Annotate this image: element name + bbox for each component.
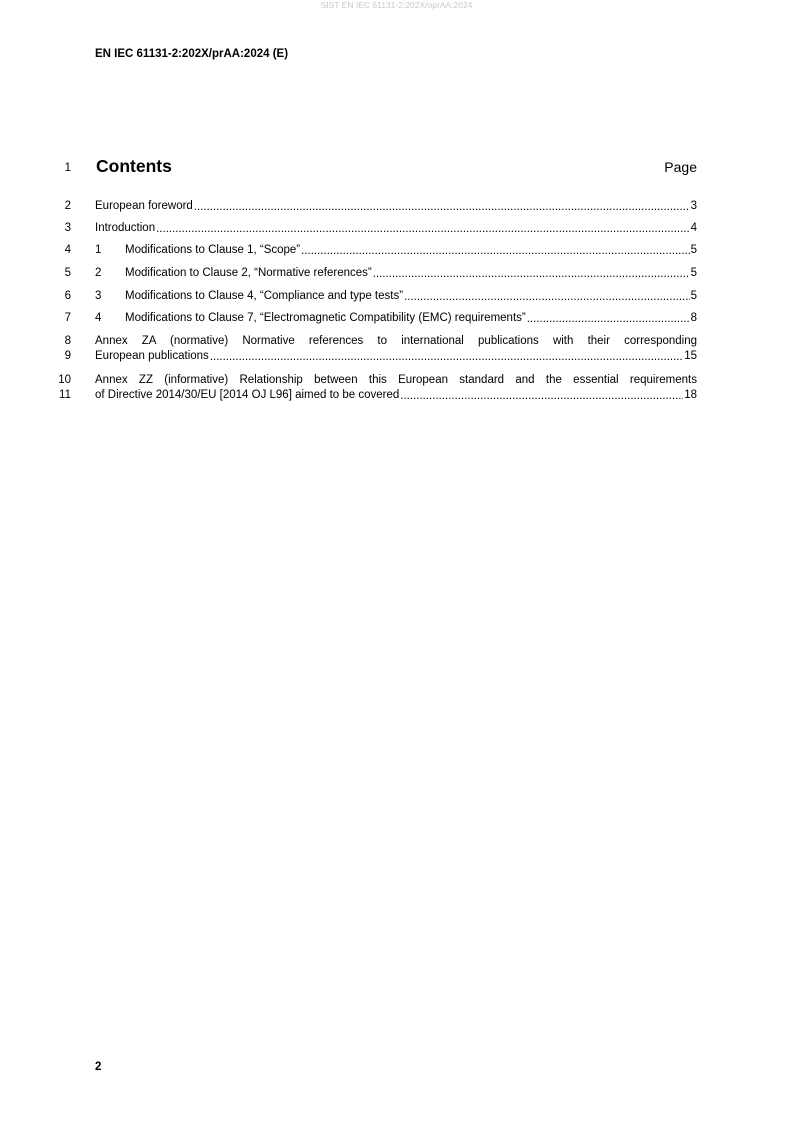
toc-entry-title: Modification to Clause 2, “Normative references” xyxy=(125,267,372,279)
dot-leader xyxy=(527,312,690,326)
toc-entry-title: Introduction xyxy=(95,222,156,234)
toc-entry-page: 18 xyxy=(684,389,697,401)
line-number: 4 xyxy=(64,244,71,256)
toc-entry-title: European publications xyxy=(95,350,209,362)
toc-entry-title: of Directive 2014/30/EU [2014 OJ L96] aimed to be covered xyxy=(95,389,400,401)
line-number: 3 xyxy=(64,222,71,234)
toc-entry[interactable] xyxy=(95,389,697,403)
toc-entry-page: 5 xyxy=(690,290,697,302)
toc-entry-page: 4 xyxy=(690,222,697,234)
toc-entry-page: 8 xyxy=(690,312,697,324)
dot-leader xyxy=(156,222,689,236)
page-column-label: Page xyxy=(664,159,697,175)
toc-entry-page: 5 xyxy=(690,244,697,256)
toc-entry-number: 4 xyxy=(95,312,102,324)
line-number: 9 xyxy=(64,350,71,362)
toc-entry[interactable] xyxy=(95,312,697,326)
line-number: 1 xyxy=(64,162,71,174)
line-number: 5 xyxy=(64,267,71,279)
toc-entry-number: 3 xyxy=(95,290,102,302)
toc-entry-page: 5 xyxy=(690,267,697,279)
dot-leader xyxy=(400,389,683,403)
toc-entry[interactable] xyxy=(95,290,697,304)
dot-leader xyxy=(210,350,683,364)
toc-entry-number: 2 xyxy=(95,267,102,279)
toc-entry-number: 1 xyxy=(95,244,102,256)
line-number: 11 xyxy=(59,389,71,401)
toc-entry-annex-zz-line1[interactable]: Annex ZZ (informative) Relationship between this European standard and the essential requirements xyxy=(95,374,697,386)
dot-leader xyxy=(373,267,690,281)
dot-leader xyxy=(194,200,690,214)
line-number: 6 xyxy=(64,290,71,302)
toc-entry[interactable] xyxy=(95,267,697,281)
toc-entry-title: Modifications to Clause 7, “Electromagnetic Compatibility (EMC) requirements” xyxy=(125,312,526,324)
toc-entry[interactable] xyxy=(95,200,697,214)
contents-title: Contents xyxy=(96,156,172,176)
dot-leader xyxy=(301,244,689,258)
line-number: 7 xyxy=(64,312,71,324)
toc-entry-page: 3 xyxy=(690,200,697,212)
line-number: 8 xyxy=(64,335,71,347)
dot-leader xyxy=(404,290,690,304)
toc-entry-title: Modifications to Clause 4, “Compliance and type tests” xyxy=(125,290,404,302)
line-number: 2 xyxy=(64,200,71,212)
toc-entry[interactable] xyxy=(95,350,697,364)
toc-entry[interactable] xyxy=(95,244,697,258)
document-header: EN IEC 61131-2:202X/prAA:2024 (E) xyxy=(95,48,289,60)
line-number: 10 xyxy=(58,374,71,386)
toc-entry-page: 15 xyxy=(684,350,697,362)
toc-entry-annex-za-line1[interactable]: Annex ZA (normative) Normative references to international publications with their corresponding xyxy=(95,335,697,347)
toc-entry-title: European foreword xyxy=(95,200,193,212)
watermark: SIST EN IEC 61131-2:202X/oprAA:2024 xyxy=(320,0,473,10)
toc-entry[interactable] xyxy=(95,222,697,236)
toc-entry-title: Modifications to Clause 1, “Scope” xyxy=(125,244,301,256)
page-number: 2 xyxy=(95,1061,102,1073)
